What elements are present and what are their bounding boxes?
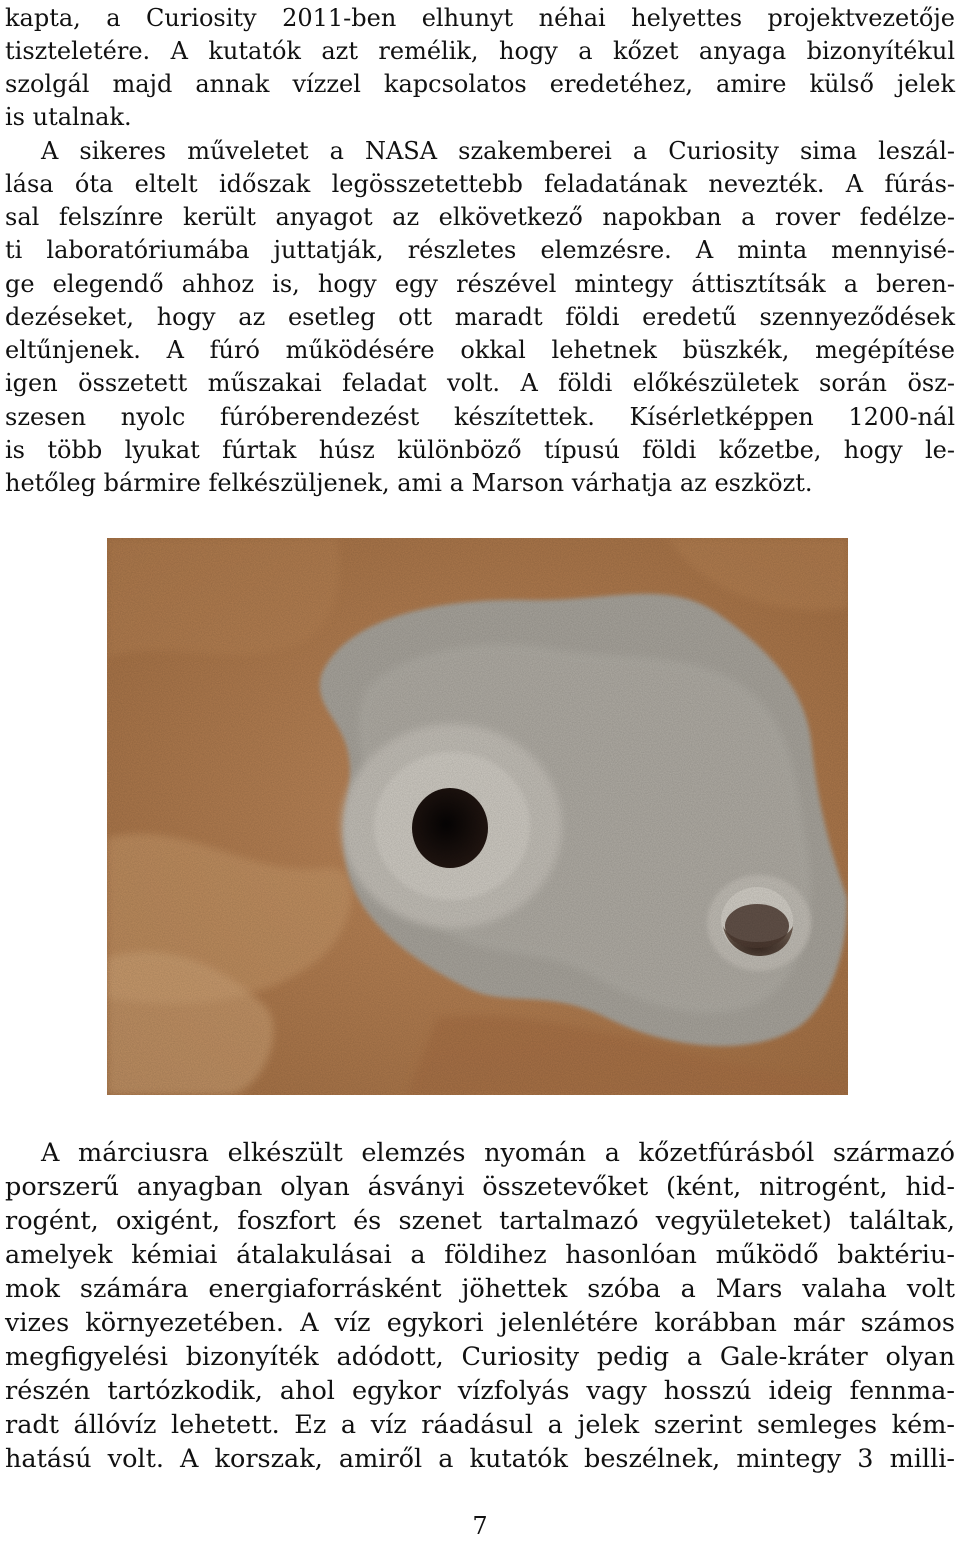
text-line: tiszteletére. A kutatók azt remélik, hogy a kőzet anyaga bizonyítékul [5, 37, 955, 65]
text-line: ti laboratóriumába juttatják, részletes elemzésre. A minta mennyisé- [5, 236, 955, 264]
page-number: 7 [472, 1512, 488, 1540]
text-line: radt állóvíz lehetett. Ez a víz ráadásul a jelek szerint semleges kém- [5, 1410, 955, 1440]
text-line: porszerű anyagban olyan ásványi összetevőket (ként, nitrogént, hid- [5, 1172, 955, 1202]
text-line: A márciusra elkészült elemzés nyomán a kőzetfúrásból származó [41, 1138, 955, 1168]
text-line: szolgál majd annak vízzel kapcsolatos eredetéhez, amire külső jelek [5, 70, 955, 98]
text-line: igen összetett műszakai feladat volt. A földi előkészületek során ösz- [5, 369, 955, 397]
text-line: dezéseket, hogy az esetleg ott maradt földi eredetű szennyeződések [5, 303, 955, 331]
text-line: vizes környezetében. A víz egykori jelenlétére korábban már számos [5, 1308, 955, 1338]
text-line: hetőleg bármire felkészüljenek, ami a Marson várhatja az eszközt. [5, 469, 813, 497]
text-line: rogént, oxigént, foszfort és szenet tartalmazó vegyületeket) találtak, [5, 1206, 955, 1236]
text-line: megfigyelési bizonyíték adódott, Curiosity pedig a Gale-kráter olyan [5, 1342, 955, 1372]
text-line: sal felszínre került anyagot az elkövetkező napokban a rover fedélze- [5, 203, 955, 231]
text-line: eltűnjenek. A fúró működésére okkal lehetnek büszkék, megépítése [5, 336, 955, 364]
text-line: mok számára energiaforrásként jöhettek szóba a Mars valaha volt [5, 1274, 955, 1304]
text-line: hatású volt. A korszak, amiről a kutatók beszélnek, mintegy 3 milli- [5, 1444, 955, 1474]
text-line: ge elegendő ahhoz is, hogy egy részével mintegy áttisztítsák a beren- [5, 270, 955, 298]
text-line: A sikeres műveletet a NASA szakemberei a Curiosity sima leszál- [41, 137, 955, 165]
drill-hole-photo [107, 538, 848, 1095]
text-line: szesen nyolc fúróberendezést készítettek. Kísérletképpen 1200-nál [5, 403, 955, 431]
text-line: is több lyukat fúrtak húsz különböző típusú földi kőzetbe, hogy le- [5, 436, 955, 464]
text-line: részén tartózkodik, ahol egykor vízfolyás vagy hosszú ideig fennma- [5, 1376, 955, 1406]
text-line: is utalnak. [5, 103, 132, 131]
text-line: kapta, a Curiosity 2011-ben elhunyt néhai helyettes projektvezetője [5, 4, 955, 32]
text-line: amelyek kémiai átalakulásai a földihez hasonlóan működő baktériu- [5, 1240, 955, 1270]
text-line: lása óta eltelt időszak legösszetettebb feladatának nevezték. A fúrás- [5, 170, 955, 198]
